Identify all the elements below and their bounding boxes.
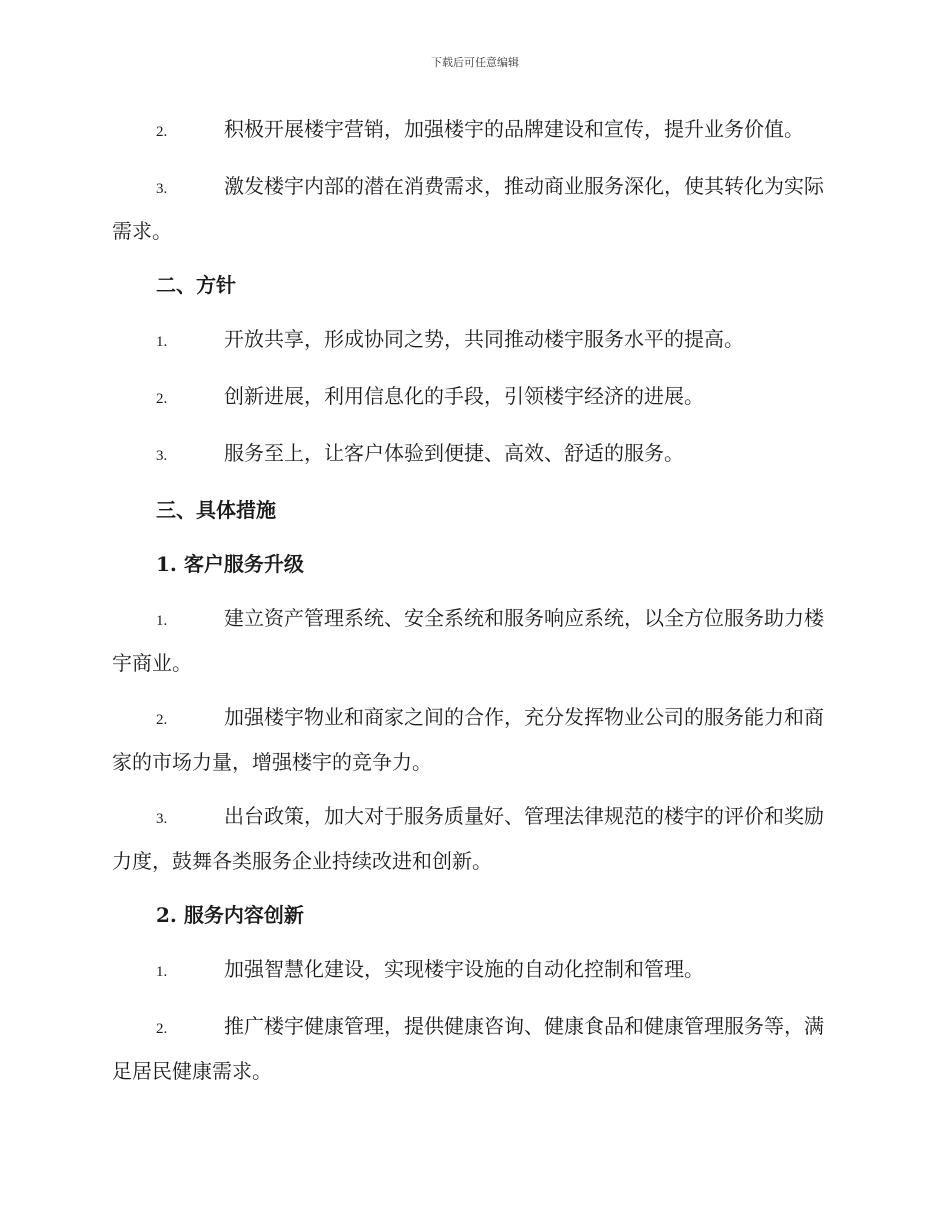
- item-text: 出台政策，加大对于服务质量好、管理法律规范的楼宇的评价和奖励力度，鼓舞各类服务企业持续改进和创新。: [112, 804, 824, 873]
- item-text: 推广楼宇健康管理，提供健康咨询、健康食品和健康管理服务等，满足居民健康需求。: [112, 1014, 824, 1083]
- item-number: 2.: [156, 124, 168, 140]
- list-item: [112, 795, 842, 882]
- list-item: [112, 597, 842, 684]
- item-text: 激发楼宇内部的潜在消费需求，推动商业服务深化，使其转化为实际需求。: [112, 174, 824, 243]
- list-item: [112, 696, 842, 783]
- item-number: 1.: [156, 334, 168, 350]
- item-text: 开放共享，形成协同之势，共同推动楼宇服务水平的提高。: [224, 327, 744, 351]
- item-number: 3.: [156, 811, 168, 827]
- item-text: 建立资产管理系统、安全系统和服务响应系统，以全方位服务助力楼宇商业。: [112, 606, 824, 675]
- item-text: 加强智慧化建设，实现楼宇设施的自动化控制和管理。: [224, 957, 704, 981]
- section-heading-policy: 二、方针: [156, 273, 236, 297]
- item-number: 3.: [156, 181, 168, 197]
- item-number: 2.: [156, 1021, 168, 1037]
- item-number: 1.: [156, 613, 168, 629]
- subsection-heading: 2. 服务内容创新: [156, 903, 304, 927]
- item-number: 2.: [156, 712, 168, 728]
- section-heading-measures: 三、具体措施: [156, 498, 276, 522]
- list-item: [112, 108, 842, 153]
- list-item: [112, 948, 842, 993]
- item-text: 加强楼宇物业和商家之间的合作，充分发挥物业公司的服务能力和商家的市场力量，增强楼宇的竞争力。: [112, 705, 824, 774]
- item-number: 2.: [156, 391, 168, 407]
- subsection-heading: 1. 客户服务升级: [156, 552, 304, 576]
- document-body: [112, 108, 842, 1104]
- item-text: 积极开展楼宇营销，加强楼宇的品牌建设和宣传，提升业务价值。: [224, 117, 804, 141]
- item-text: 创新进展，利用信息化的手段，引领楼宇经济的进展。: [224, 384, 704, 408]
- item-number: 3.: [156, 448, 168, 464]
- item-text: 服务至上，让客户体验到便捷、高效、舒适的服务。: [224, 441, 684, 465]
- list-item: [112, 165, 842, 252]
- list-item: [112, 1005, 842, 1092]
- list-item: [112, 375, 842, 420]
- item-number: 1.: [156, 964, 168, 980]
- list-item: [112, 318, 842, 363]
- page-header: 下载后可任意编辑: [431, 56, 519, 69]
- list-item: [112, 432, 842, 477]
